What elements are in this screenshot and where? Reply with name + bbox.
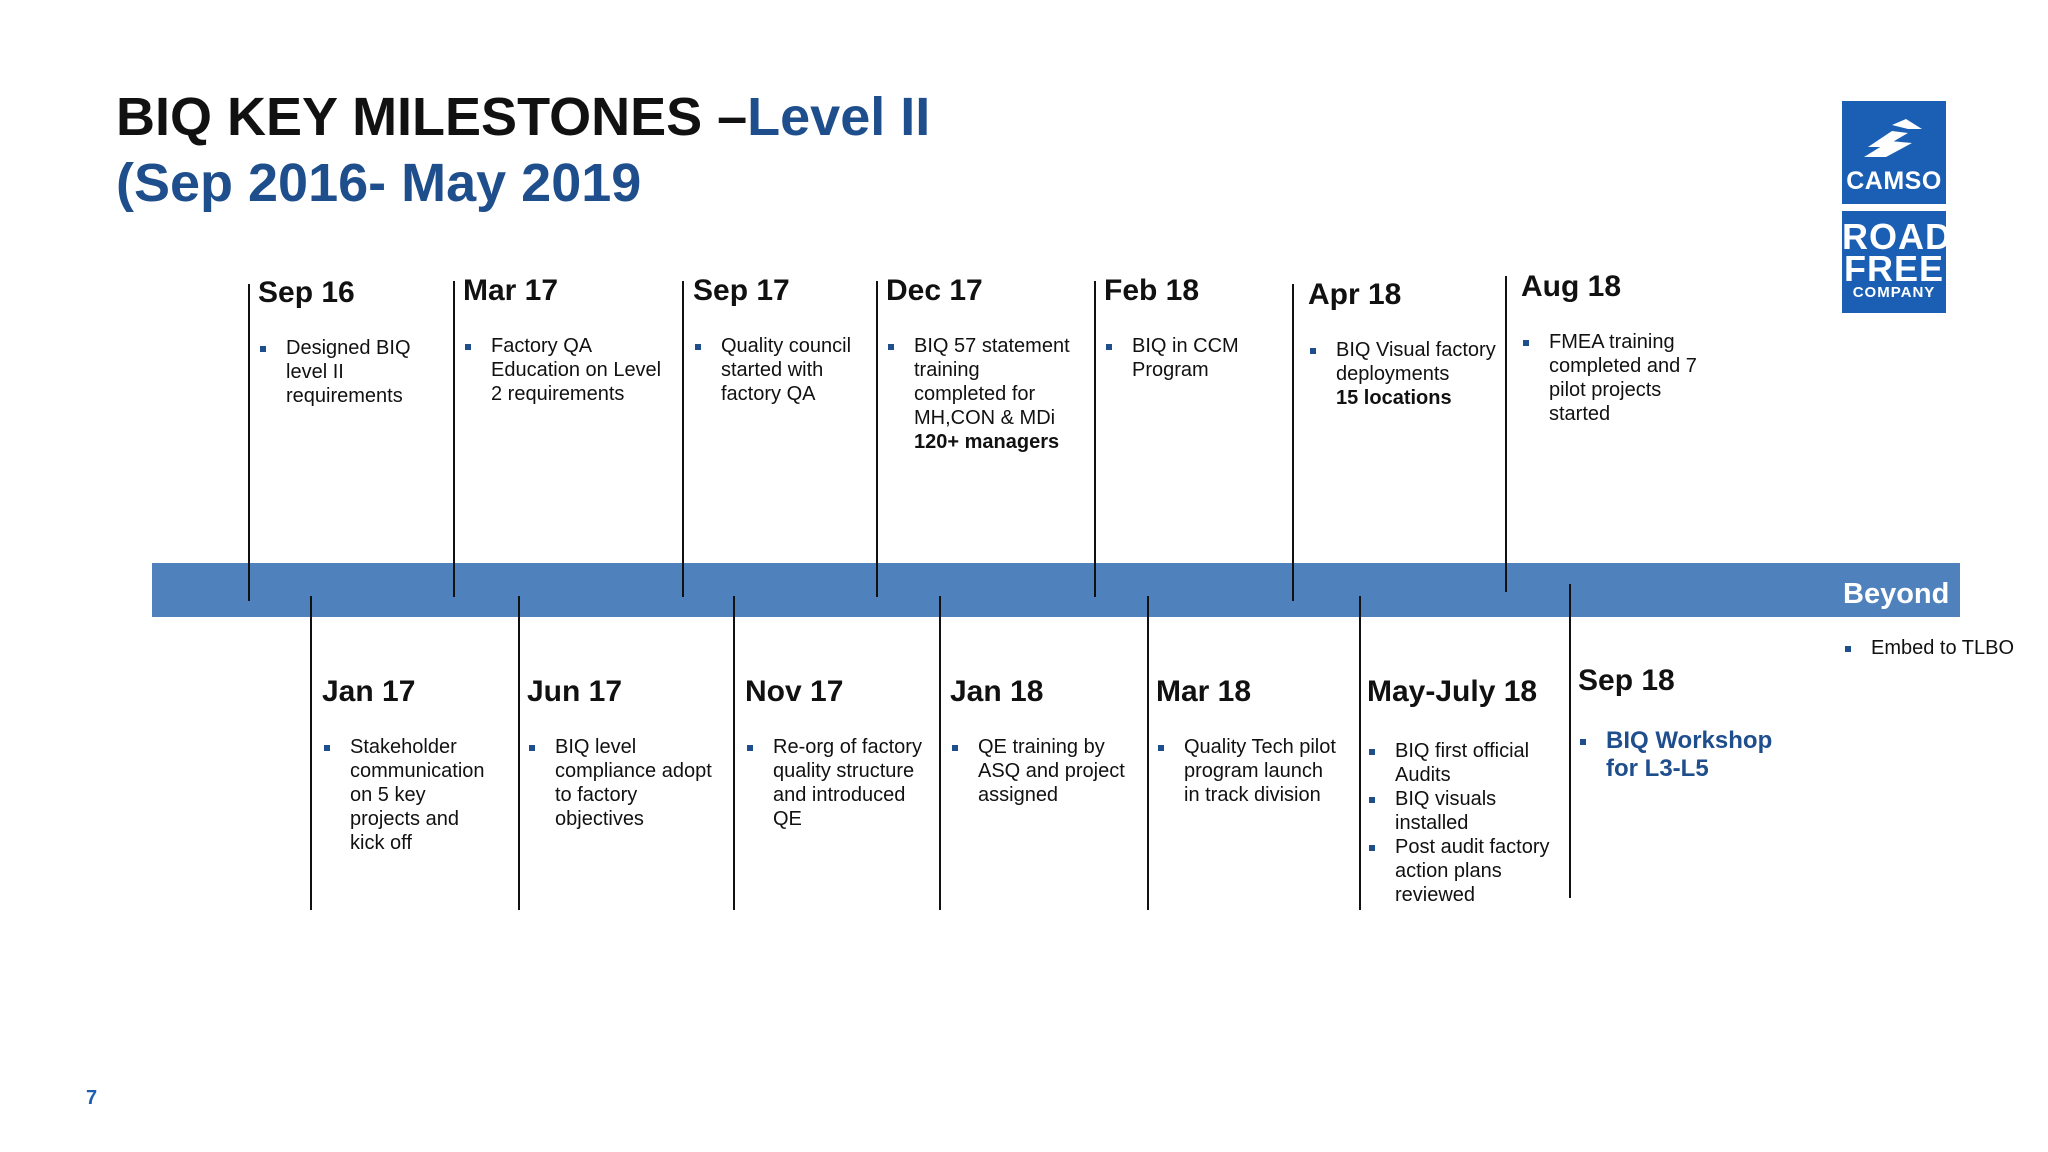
list-item: Designed BIQ level II requirements [258, 336, 443, 408]
camso-track-icon [1862, 117, 1926, 163]
list-item [1308, 338, 1508, 410]
milestone-items [950, 735, 1140, 807]
milestone-line-jan18 [939, 596, 941, 910]
milestone-items [322, 735, 497, 855]
milestone-line-apr18 [1292, 284, 1294, 601]
milestone-date: Aug 18 [1521, 270, 1622, 303]
milestone-line-mar17 [453, 281, 455, 597]
timeline-bar [152, 563, 1960, 617]
milestone-line-sep18 [1569, 584, 1571, 898]
list-item: Quality Tech pilot program launch in track division [1156, 735, 1336, 807]
milestone-items [886, 334, 1076, 454]
milestone-items [463, 334, 663, 406]
milestone-date: Sep 16 [258, 276, 355, 309]
list-item: Post audit factory action plans reviewed [1367, 835, 1552, 907]
list-item: BIQ Workshop for L3-L5 [1578, 727, 1788, 783]
milestone-date: Mar 17 [463, 274, 559, 307]
milestone-items [258, 336, 443, 408]
milestone-line-feb18 [1094, 281, 1096, 597]
logo-company: COMPANY [1852, 284, 1936, 301]
list-item: BIQ level compliance adopt to factory objectives [527, 735, 712, 831]
milestone-date: Jan 18 [950, 675, 1044, 708]
logo-road: ROAD [1842, 216, 1952, 257]
title-main: BIQ KEY MILESTONES – [116, 87, 748, 147]
title-date-range: (Sep 2016- May 2019 [116, 153, 642, 213]
list-item: Embed to TLBO [1843, 636, 2043, 660]
milestone-date: Sep 17 [693, 274, 790, 307]
milestone-line-aug18 [1505, 276, 1507, 592]
logo-free: FREE [1843, 248, 1944, 289]
milestone-items [1521, 330, 1711, 426]
milestone-items [527, 735, 712, 831]
milestone-line-jun17 [518, 596, 520, 910]
slide-title [116, 84, 930, 216]
milestone-items [1156, 735, 1336, 807]
milestone-line-mar18 [1147, 596, 1149, 910]
camso-wordmark: CAMSO [1846, 167, 1942, 195]
milestone-date: May-July 18 [1367, 675, 1538, 708]
milestone-date: Feb 18 [1104, 274, 1200, 307]
beyond-items [1843, 636, 2043, 660]
milestone-line-nov17 [733, 596, 735, 910]
milestone-items [1104, 334, 1264, 382]
milestone-items [1367, 739, 1552, 907]
item-text: BIQ Visual factory deployments [1336, 339, 1496, 385]
list-item: FMEA training completed and 7 pilot projects started [1521, 330, 1711, 426]
road-free-company-logo [1842, 211, 1952, 313]
milestone-items [693, 334, 873, 406]
beyond-label: Beyond [1843, 578, 1950, 610]
title-level: Level II [747, 87, 931, 147]
list-item [886, 334, 1076, 454]
milestone-line-jan17 [310, 596, 312, 910]
list-item: Re-org of factory quality structure and introduced QE [745, 735, 925, 831]
milestone-date: Dec 17 [886, 274, 983, 307]
camso-logo [1842, 101, 1946, 204]
list-item: BIQ in CCM Program [1104, 334, 1264, 382]
milestone-items [1578, 727, 1788, 783]
page-number: 7 [86, 1087, 98, 1109]
milestone-line-mayjul18 [1359, 596, 1361, 910]
milestone-line-sep17 [682, 281, 684, 597]
milestone-date: Jun 17 [527, 675, 623, 708]
list-item: BIQ first official Audits [1367, 739, 1552, 787]
milestone-date: Nov 17 [745, 675, 844, 708]
item-highlight: 120+ managers [914, 431, 1060, 453]
milestone-date: Apr 18 [1308, 278, 1402, 311]
item-highlight: 15 locations [1336, 387, 1452, 409]
list-item: BIQ visuals installed [1367, 787, 1552, 835]
list-item: Quality council started with factory QA [693, 334, 873, 406]
milestone-items [1308, 338, 1508, 410]
milestone-line-sep16 [248, 284, 250, 601]
milestone-date: Jan 17 [322, 675, 416, 708]
list-item: Stakeholder communication on 5 key projects and kick off [322, 735, 497, 855]
list-item: Factory QA Education on Level 2 requirements [463, 334, 663, 406]
milestone-line-dec17 [876, 281, 878, 597]
milestone-date: Sep 18 [1578, 664, 1675, 697]
milestone-items [745, 735, 925, 831]
list-item: QE training by ASQ and project assigned [950, 735, 1140, 807]
milestone-date: Mar 18 [1156, 675, 1252, 708]
item-text: BIQ 57 statement training completed for MH,CON & MDi [914, 335, 1070, 429]
